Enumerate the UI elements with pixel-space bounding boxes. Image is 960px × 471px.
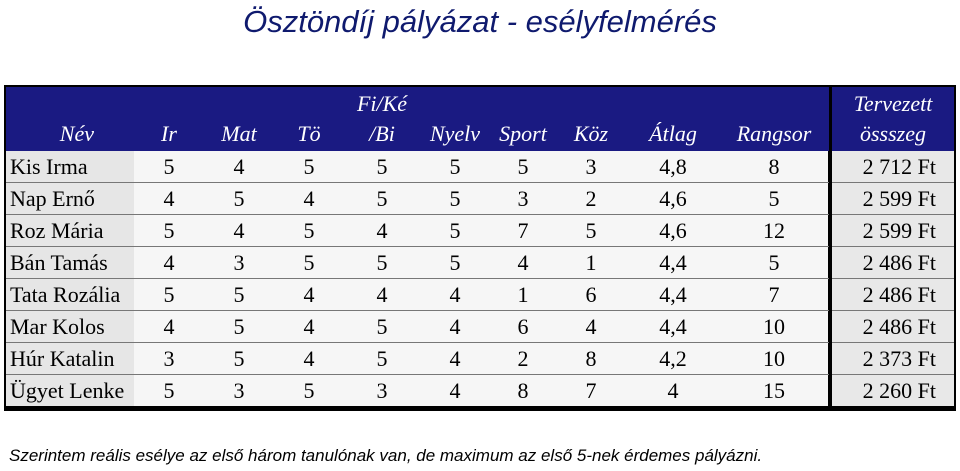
cell-koz: 4 bbox=[556, 311, 626, 342]
cell-sport: 4 bbox=[490, 247, 556, 278]
cell-nev: Ügyet Lenke bbox=[6, 375, 134, 406]
cell-osszeg: 2 712 Ft bbox=[832, 151, 954, 182]
cell-koz: 7 bbox=[556, 375, 626, 406]
cell-nev: Roz Mária bbox=[6, 215, 134, 246]
cell-rangsor: 5 bbox=[720, 247, 828, 278]
table-header bbox=[6, 87, 954, 151]
cell-osszeg: 2 599 Ft bbox=[832, 183, 954, 214]
cell-atlag: 4,8 bbox=[626, 151, 720, 182]
cell-fike: 4 bbox=[344, 279, 420, 310]
cell-osszeg: 2 486 Ft bbox=[832, 279, 954, 310]
cell-rangsor: 10 bbox=[720, 343, 828, 374]
cell-mat: 5 bbox=[204, 311, 274, 342]
cell-nev: Kis Irma bbox=[6, 151, 134, 182]
cell-sport: 6 bbox=[490, 311, 556, 342]
cell-nyelv: 4 bbox=[420, 279, 490, 310]
cell-nev: Nap Ernő bbox=[6, 183, 134, 214]
cell-nyelv: 5 bbox=[420, 215, 490, 246]
column-divider bbox=[829, 87, 832, 411]
cell-fike: 5 bbox=[344, 311, 420, 342]
cell-sport: 2 bbox=[490, 343, 556, 374]
cell-nyelv: 5 bbox=[420, 151, 490, 182]
header-to: Tö bbox=[297, 121, 321, 146]
cell-nyelv: 5 bbox=[420, 247, 490, 278]
header-fike-top: Fi/Ké bbox=[356, 91, 408, 116]
cell-rangsor: 8 bbox=[720, 151, 828, 182]
cell-nyelv: 5 bbox=[420, 183, 490, 214]
header-nev: Név bbox=[59, 121, 94, 146]
header-sport: Sport bbox=[499, 121, 547, 146]
header-nyelv: Nyelv bbox=[429, 121, 481, 146]
cell-osszeg: 2 599 Ft bbox=[832, 215, 954, 246]
cell-nev: Tata Rozália bbox=[6, 279, 134, 310]
cell-atlag: 4,6 bbox=[626, 215, 720, 246]
table-row bbox=[6, 343, 954, 374]
cell-sport: 3 bbox=[490, 183, 556, 214]
cell-fike: 5 bbox=[344, 343, 420, 374]
cell-mat: 3 bbox=[204, 247, 274, 278]
cell-atlag: 4,4 bbox=[626, 279, 720, 310]
cell-koz: 8 bbox=[556, 343, 626, 374]
cell-rangsor: 15 bbox=[720, 375, 828, 406]
cell-to: 5 bbox=[274, 215, 344, 246]
cell-fike: 5 bbox=[344, 247, 420, 278]
cell-nyelv: 4 bbox=[420, 311, 490, 342]
header-tervezett-bottom: össszeg bbox=[859, 121, 926, 146]
cell-koz: 6 bbox=[556, 279, 626, 310]
cell-atlag: 4,2 bbox=[626, 343, 720, 374]
cell-mat: 5 bbox=[204, 279, 274, 310]
cell-sport: 1 bbox=[490, 279, 556, 310]
cell-sport: 7 bbox=[490, 215, 556, 246]
header-mat: Mat bbox=[221, 121, 257, 146]
cell-koz: 3 bbox=[556, 151, 626, 182]
cell-atlag: 4,6 bbox=[626, 183, 720, 214]
scholarship-table bbox=[4, 85, 956, 411]
cell-to: 5 bbox=[274, 375, 344, 406]
cell-sport: 5 bbox=[490, 151, 556, 182]
table-row bbox=[6, 375, 954, 406]
header-ir: Ir bbox=[161, 121, 177, 146]
cell-rangsor: 12 bbox=[720, 215, 828, 246]
cell-nev: Húr Katalin bbox=[6, 343, 134, 374]
cell-fike: 5 bbox=[344, 183, 420, 214]
cell-osszeg: 2 373 Ft bbox=[832, 343, 954, 374]
cell-ir: 4 bbox=[134, 311, 204, 342]
cell-to: 4 bbox=[274, 183, 344, 214]
cell-fike: 3 bbox=[344, 375, 420, 406]
cell-mat: 5 bbox=[204, 183, 274, 214]
cell-ir: 5 bbox=[134, 279, 204, 310]
cell-to: 5 bbox=[274, 247, 344, 278]
cell-to: 4 bbox=[274, 343, 344, 374]
table-row bbox=[6, 279, 954, 310]
cell-mat: 3 bbox=[204, 375, 274, 406]
cell-osszeg: 2 486 Ft bbox=[832, 311, 954, 342]
cell-ir: 4 bbox=[134, 183, 204, 214]
table-row bbox=[6, 151, 954, 182]
cell-atlag: 4,4 bbox=[626, 247, 720, 278]
cell-rangsor: 7 bbox=[720, 279, 828, 310]
cell-mat: 4 bbox=[204, 215, 274, 246]
cell-nyelv: 4 bbox=[420, 343, 490, 374]
header-fike-bottom: /Bi bbox=[369, 121, 395, 146]
cell-koz: 1 bbox=[556, 247, 626, 278]
footnote: Szerintem reális esélye az első három tanulónak van, de maximum az első 5-nek érdemes pályázni. bbox=[9, 446, 763, 465]
cell-sport: 8 bbox=[490, 375, 556, 406]
table-row bbox=[6, 183, 954, 214]
cell-fike: 4 bbox=[344, 215, 420, 246]
cell-nev: Bán Tamás bbox=[6, 247, 134, 278]
cell-atlag: 4 bbox=[626, 375, 720, 406]
header-koz: Köz bbox=[573, 121, 609, 146]
table-row bbox=[6, 215, 954, 246]
cell-nyelv: 4 bbox=[420, 375, 490, 406]
header-rangsor: Rangsor bbox=[736, 121, 812, 146]
cell-to: 4 bbox=[274, 311, 344, 342]
table-row bbox=[6, 311, 954, 342]
cell-nev: Mar Kolos bbox=[6, 311, 134, 342]
cell-ir: 4 bbox=[134, 247, 204, 278]
cell-osszeg: 2 260 Ft bbox=[832, 375, 954, 406]
header-tervezett-top: Tervezett bbox=[853, 91, 933, 116]
cell-rangsor: 5 bbox=[720, 183, 828, 214]
cell-rangsor: 10 bbox=[720, 311, 828, 342]
cell-ir: 5 bbox=[134, 151, 204, 182]
cell-osszeg: 2 486 Ft bbox=[832, 247, 954, 278]
cell-fike: 5 bbox=[344, 151, 420, 182]
page-title: Ösztöndíj pályázat - esélyfelmérés bbox=[243, 4, 717, 39]
cell-to: 5 bbox=[274, 151, 344, 182]
cell-ir: 5 bbox=[134, 215, 204, 246]
cell-mat: 5 bbox=[204, 343, 274, 374]
cell-koz: 5 bbox=[556, 215, 626, 246]
table-row bbox=[6, 247, 954, 278]
cell-koz: 2 bbox=[556, 183, 626, 214]
cell-ir: 3 bbox=[134, 343, 204, 374]
cell-ir: 5 bbox=[134, 375, 204, 406]
cell-to: 4 bbox=[274, 279, 344, 310]
cell-atlag: 4,4 bbox=[626, 311, 720, 342]
cell-mat: 4 bbox=[204, 151, 274, 182]
header-atlag: Átlag bbox=[649, 121, 697, 146]
